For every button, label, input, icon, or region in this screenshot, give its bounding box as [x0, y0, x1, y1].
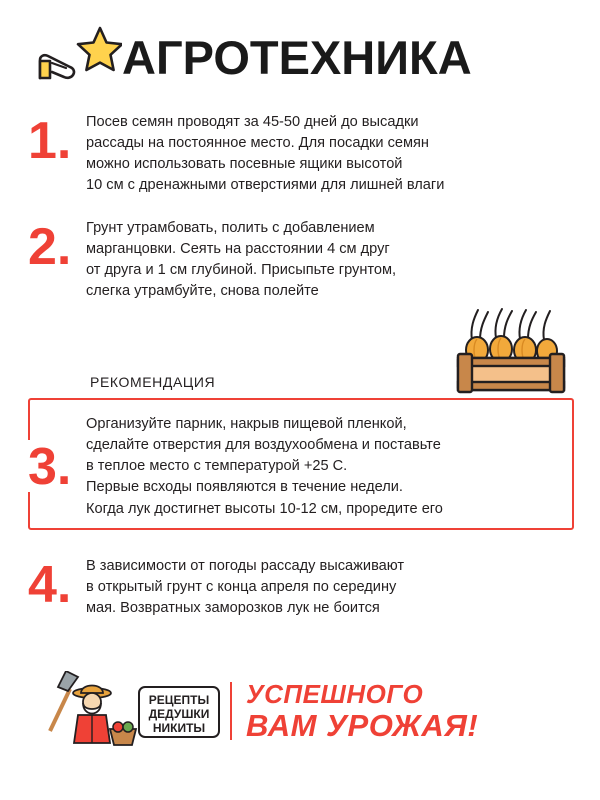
step-line: Посев семян проводят за 45-50 дней до высадки [86, 114, 419, 130]
onion-crate-icon [452, 306, 570, 396]
step-number: 1. [28, 112, 72, 170]
step-number: 3. [28, 438, 72, 496]
footer-logo-line1: РЕЦЕПТЫ [148, 693, 210, 707]
step-line: в открытый грунт с конца апреля по середину [86, 579, 397, 596]
hand-holding-star-icon [38, 26, 122, 88]
step-line: В зависимости от погоды рассаду высаживают [86, 558, 405, 574]
step-line: 10 см с дренажными отверстиями для лишней влаги [86, 177, 445, 194]
step-line: Первые всходы появляются в течение недели. [86, 479, 403, 496]
footer-divider [230, 682, 232, 740]
step-line: сделайте отверстия для воздухообмена и поставьте [86, 437, 441, 454]
step-line: в теплое место с температурой +25 С. [86, 458, 348, 475]
step-line: Организуйте парник, накрыв пищевой пленкой, [86, 416, 407, 432]
footer-slogan-line1: УСПЕШНОГО [246, 679, 424, 709]
step-line: можно использовать посевные ящики высотой [86, 156, 403, 173]
step-line: Грунт утрамбовать, полить с добавлением [86, 220, 375, 236]
step-item-2 [28, 218, 574, 303]
footer-logo-line3: НИКИТЫ [152, 721, 206, 735]
header [38, 22, 568, 92]
footer [36, 668, 566, 754]
footer-slogan-line2: ВАМ УРОЖАЯ! [246, 708, 479, 743]
step-line: от друга и 1 см глубиной. Присыпьте грунтом, [86, 262, 397, 279]
page-title: АГРОТЕХНИКА [122, 30, 472, 84]
step-line: мая. Возвратных заморозков лук не боится [86, 600, 380, 617]
step-line: марганцовки. Сеять на расстоянии 4 см друг [86, 241, 390, 258]
step-text [86, 112, 444, 197]
step-line: рассады на постоянное место. Для посадки семян [86, 135, 429, 152]
step-item-1 [28, 112, 574, 197]
step-text [86, 408, 443, 520]
footer-logo-line2: ДЕДУШКИ [148, 707, 210, 721]
step-number: 2. [28, 218, 72, 276]
step-line: слегка утрамбуйте, снова полейте [86, 283, 319, 300]
step-item-4 [28, 556, 574, 619]
footer-slogan [246, 681, 478, 741]
recommendation-label: РЕКОМЕНДАЦИЯ [90, 374, 216, 390]
step-text [86, 556, 404, 619]
step-number: 4. [28, 556, 72, 614]
step-item-3 [28, 408, 574, 520]
grandpa-nikita-icon [36, 671, 226, 751]
step-text [86, 218, 396, 303]
step-line: Когда лук достигнет высоты 10-12 см, проредите его [86, 500, 443, 517]
